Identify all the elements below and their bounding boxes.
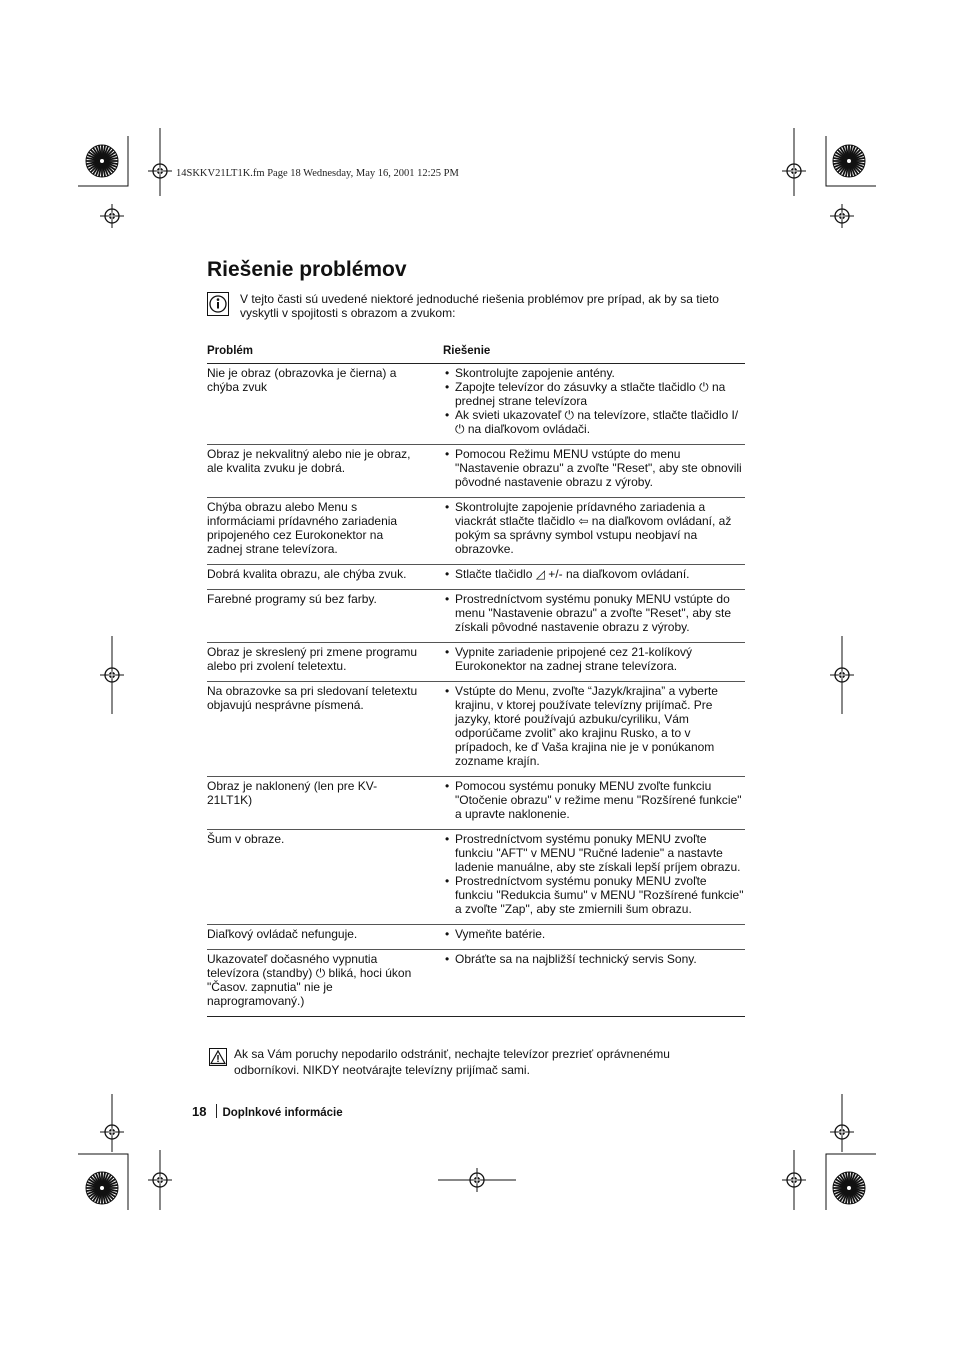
solution-item: • Zapojte televízor do zásuvky a stlačte tlačidlo ⏻ na prednej strane televízora	[439, 380, 745, 408]
solution-item: • Vstúpte do Menu, zvoľte “Jazyk/krajina” a vyberte krajinu, v ktorej používate televízny prijímač. Pre jazyky, ktoré používajú azbuku/cyriliku, Vám odporúčame zvoliť’ ako krajinu Rusko, a to v prípadoch, ke ď Vaša krajina nie je v ponúkanom zozname krajín.	[439, 684, 745, 768]
solution-item: • Obráťte sa na najbližší technický servis Sony.	[439, 952, 745, 966]
solution-item: • Pomocou Režimu MENU vstúpte do menu "Nastavenie obrazu" a zvoľte "Reset", aby ste obnovili pôvodné nastavenie obrazu z výroby.	[439, 447, 745, 489]
warning-triangle-icon	[209, 1048, 227, 1066]
table-body	[207, 364, 745, 1017]
solution-cell	[427, 682, 745, 777]
solution-cell	[427, 777, 745, 830]
problem-column-header: Problém	[207, 344, 427, 364]
solution-item: • Stlačte tlačidlo ◿ +/- na diaľkovom ovládaní.	[439, 567, 745, 581]
solution-list	[439, 366, 745, 436]
solution-item: • Prostredníctvom systému ponuky MENU zvoľte funkciu "Redukcia šumu" v MENU "Rozšírené funkcie" a zvoľte "Zap", aby ste zmiernili šum obrazu.	[439, 874, 745, 916]
solution-list	[439, 645, 745, 673]
solution-cell	[427, 590, 745, 643]
table-row	[207, 498, 745, 565]
table-row	[207, 777, 745, 830]
solution-item: • Vymeňte batérie.	[439, 927, 745, 941]
print-header: 14SKKV21LT1K.fm Page 18 Wednesday, May 16, 2001 12:25 PM	[176, 168, 459, 179]
problem-cell: Chýba obrazu alebo Menu s informáciami prídavného zariadenia pripojeného cez Eurokonektor na zadnej strane televízora.	[207, 498, 427, 565]
solution-cell	[427, 565, 745, 590]
solution-list	[439, 592, 745, 634]
problem-cell: Diaľkový ovládač nefunguje.	[207, 925, 427, 950]
table-row	[207, 445, 745, 498]
table-row	[207, 364, 745, 445]
table-row	[207, 925, 745, 950]
solution-cell	[427, 498, 745, 565]
solution-item: • Prostredníctvom systému ponuky MENU zvoľte funkciu "AFT" v MENU "Ručné ladenie" a nastavte ladenie manuálne, aby ste získali lepší príjem obrazu.	[439, 832, 745, 874]
solution-item: • Pomocou systému ponuky MENU zvoľte funkciu "Otočenie obrazu" v režime menu "Rozšírené funkcie" a upravte naklonenie.	[439, 779, 745, 821]
table-row	[207, 643, 745, 682]
problem-cell: Farebné programy sú bez farby.	[207, 590, 427, 643]
page-footer	[192, 1104, 343, 1119]
table-row	[207, 590, 745, 643]
solution-item: • Ak svieti ukazovateľ ⏻ na televízore, stlačte tlačidlo I/⏻ na diaľkovom ovládači.	[439, 408, 745, 436]
solution-cell	[427, 364, 745, 445]
solution-list	[439, 447, 745, 489]
solution-column-header: Riešenie	[427, 344, 745, 364]
problem-cell: Dobrá kvalita obrazu, ale chýba zvuk.	[207, 565, 427, 590]
problem-cell: Nie je obraz (obrazovka je čierna) a chýba zvuk	[207, 364, 427, 445]
problem-cell: Obraz je nekvalitný alebo nie je obraz, ale kvalita zvuku je dobrá.	[207, 445, 427, 498]
problem-cell: Na obrazovke sa pri sledovaní teletextu objavujú nesprávne písmená.	[207, 682, 427, 777]
problem-cell: Ukazovateľ dočasného vypnutia televízora (standby) ⏻ bliká, hoci úkon "Časov. zapnutia" nie je naprogramovaný.)	[207, 950, 427, 1017]
problem-cell: Obraz je naklonený (len pre KV-21LT1K)	[207, 777, 427, 830]
table-row	[207, 830, 745, 925]
solution-list	[439, 952, 745, 966]
solution-cell	[427, 950, 745, 1017]
solution-list	[439, 832, 745, 916]
table-row	[207, 565, 745, 590]
solution-item: • Skontrolujte zapojenie prídavného zariadenia a viackrát stlačte tlačidlo ⇦ na diaľkovom ovládaní, až pokým sa správny symbol vstupu neobjaví na obrazovke.	[439, 500, 745, 556]
page-number: 18	[192, 1104, 207, 1119]
solution-item: • Vypnite zariadenie pripojené cez 21-kolíkový Eurokonektor na zadnej strane televízora.	[439, 645, 745, 673]
table-row	[207, 682, 745, 777]
page-title: Riešenie problémov	[207, 258, 407, 281]
intro-text: V tejto časti sú uvedené niektoré jednoduché riešenia problémov pre prípad, ak by sa tieto vyskytli v spojitosti s obrazom a zvukom:	[240, 292, 719, 320]
solution-cell	[427, 830, 745, 925]
footer-divider	[216, 1104, 217, 1118]
problem-cell: Obraz je skreslený pri zmene programu alebo pri zvolení teletextu.	[207, 643, 427, 682]
solution-list	[439, 500, 745, 556]
solution-list	[439, 927, 745, 941]
table-row	[207, 950, 745, 1017]
solution-cell	[427, 445, 745, 498]
solution-list	[439, 567, 745, 581]
footer-section: Doplnkové informácie	[222, 1107, 343, 1119]
table-header-row	[207, 344, 745, 364]
solution-cell	[427, 925, 745, 950]
warning-text: Ak sa Vám poruchy nepodarilo odstrániť, nechajte televízor prezrieť oprávnenému odborníkovi. NIKDY neotvárajte televízny prijímač sami.	[234, 1047, 670, 1077]
solution-item: • Prostredníctvom systému ponuky MENU vstúpte do menu "Nastavenie obrazu" a zvoľte "Reset", aby ste získali pôvodné nastavenie obrazu z výroby.	[439, 592, 745, 634]
info-icon	[207, 292, 229, 316]
solution-list	[439, 779, 745, 821]
solution-item: • Skontrolujte zapojenie antény.	[439, 366, 745, 380]
solution-list	[439, 684, 745, 768]
problem-cell: Šum v obraze.	[207, 830, 427, 925]
troubleshooting-table	[207, 344, 745, 1017]
solution-cell	[427, 643, 745, 682]
